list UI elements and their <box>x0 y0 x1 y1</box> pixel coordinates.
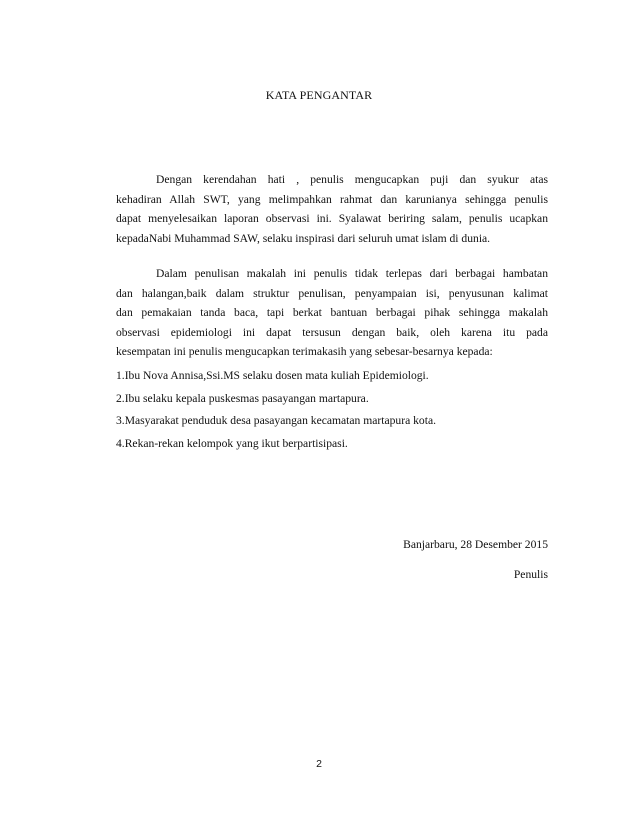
paragraph-line: dan halangan,baik dalam struktur penulisan, penyampaian isi, penyusunan kalimat <box>116 286 548 300</box>
paragraph-line: dapat menyelesaikan laporan observasi ini. Syalawat beriring salam, penulis ucapkan <box>116 212 548 225</box>
list-item: 4.Rekan-rekan kelompok yang ikut berpartisipasi. <box>116 436 348 450</box>
paragraph-line: kehadiran Allah SWT, yang melimpahkan rahmat dan karunianya sehingga penulis <box>116 192 548 206</box>
paragraph-line: Dalam penulisan makalah ini penulis tidak terlepas dari berbagai hambatan <box>156 267 548 280</box>
place-date: Banjarbaru, 28 Desember 2015 <box>403 538 548 551</box>
paragraph-acknowledgement <box>116 264 548 362</box>
paragraph-line: Dengan kerendahan hati , penulis mengucapkan puji dan syukur atas <box>156 173 548 186</box>
paragraph-opening <box>116 170 548 248</box>
paragraph-line: kepadaNabi Muhammad SAW, selaku inspirasi dari seluruh umat islam di dunia. <box>116 231 491 245</box>
page-title: KATA PENGANTAR <box>265 88 373 102</box>
paragraph-line: observasi epidemiologi ini dapat tersusun dengan baik, oleh karena itu pada <box>116 325 548 339</box>
list-item: 1.Ibu Nova Annisa,Ssi.MS selaku dosen mata kuliah Epidemiologi. <box>116 369 429 382</box>
paragraph-line: dan pemakaian tanda baca, tapi berkat bantuan berbagai pihak sehingga makalah <box>116 306 548 319</box>
thanks-list <box>116 366 548 456</box>
author-signature: Penulis <box>513 568 548 581</box>
page-number: 2 <box>316 758 322 770</box>
paragraph-line: kesempatan ini penulis mengucapkan terimakasih yang sebesar-besarnya kepada: <box>116 345 493 358</box>
list-item: 3.Masyarakat penduduk desa pasayangan kecamatan martapura kota. <box>116 414 436 427</box>
list-item: 2.Ibu selaku kepala puskesmas pasayangan martapura. <box>116 391 369 405</box>
